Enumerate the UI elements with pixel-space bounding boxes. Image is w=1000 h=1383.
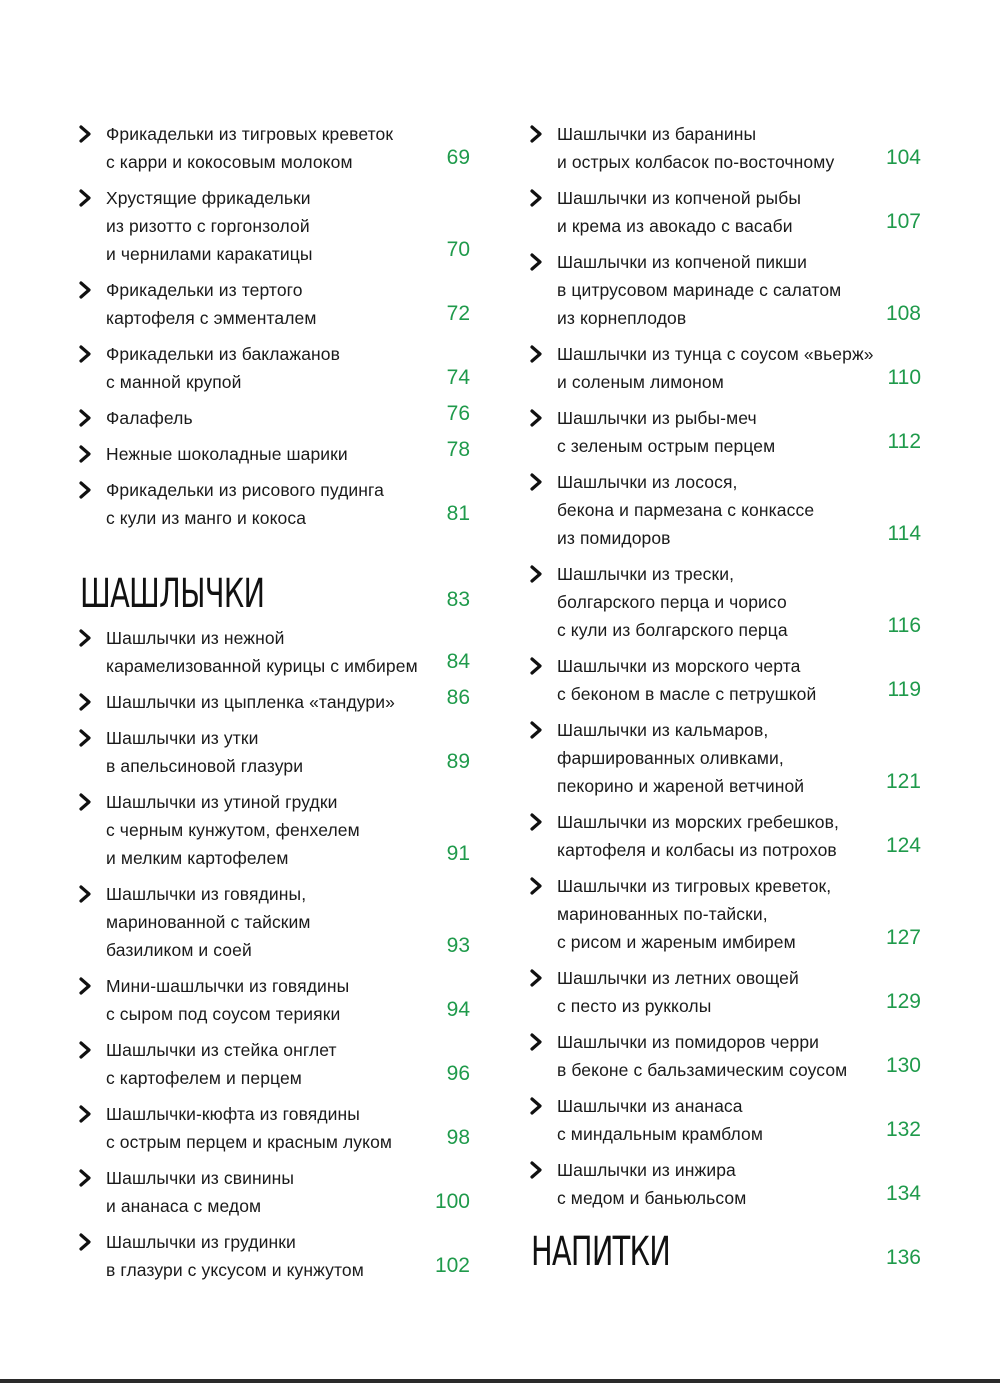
toc-entry[interactable] bbox=[78, 628, 478, 684]
bottom-rule bbox=[0, 1379, 1000, 1383]
toc-entry-page: 100 bbox=[434, 1190, 470, 1213]
toc-entry[interactable] bbox=[78, 686, 478, 720]
chevron-right-icon bbox=[78, 1168, 92, 1188]
toc-entry-title: Шашлычки из инжира с медом и баньюльсом bbox=[557, 1160, 747, 1208]
toc-entry-page: 78 bbox=[446, 438, 470, 461]
chevron-right-icon bbox=[529, 252, 543, 272]
toc-entry-title: Шашлычки из говядины, маринованной с тайским базиликом и соей bbox=[106, 884, 311, 960]
toc-entry[interactable] bbox=[529, 876, 929, 960]
toc-entry-page: 102 bbox=[434, 1254, 470, 1277]
chevron-right-icon bbox=[529, 812, 543, 832]
toc-entry-page: 129 bbox=[885, 990, 921, 1013]
toc-entry-title: Шашлычки из лосося, бекона и пармезана с конкассе из помидоров bbox=[557, 472, 815, 548]
toc-entry[interactable] bbox=[78, 728, 478, 784]
section-page: 136 bbox=[885, 1246, 921, 1269]
chevron-right-icon bbox=[78, 792, 92, 812]
toc-entry-title: Шашлычки из утки в апельсиновой глазури bbox=[106, 728, 304, 776]
chevron-right-icon bbox=[78, 976, 92, 996]
toc-entry-title: Фрикадельки из тигровых креветок с карри и кокосовым молоком bbox=[106, 124, 394, 172]
toc-entry-title: Хрустящие фрикадельки из ризотто с горгонзолой и чернилами каракатицы bbox=[106, 188, 313, 264]
toc-entry-title: Шашлычки из утиной грудки с черным кунжутом, фенхелем и мелким картофелем bbox=[106, 792, 360, 868]
toc-entry[interactable] bbox=[78, 280, 478, 336]
toc-entry-page: 86 bbox=[446, 686, 470, 709]
toc-entry-title: Шашлычки из нежной карамелизованной курицы с имбирем bbox=[106, 628, 418, 676]
chevron-right-icon bbox=[529, 408, 543, 428]
toc-entry-title: Шашлычки из тигровых креветок, маринованных по-тайски, с рисом и жареным имбирем bbox=[557, 876, 832, 952]
toc-entry-title: Шашлычки из копченой пикши в цитрусовом маринаде с салатом из корнеплодов bbox=[557, 252, 842, 328]
toc-entry-title: Шашлычки из баранины и острых колбасок по-восточному bbox=[557, 124, 835, 172]
toc-entry-title: Шашлычки из свинины и ананаса с медом bbox=[106, 1168, 295, 1216]
chevron-right-icon bbox=[529, 720, 543, 740]
toc-entry-title: Фрикадельки из рисового пудинга с кули из манго и кокоса bbox=[106, 480, 384, 528]
toc-entry-page: 127 bbox=[885, 926, 921, 949]
section-heading[interactable] bbox=[529, 1230, 929, 1278]
chevron-right-icon bbox=[78, 480, 92, 500]
chevron-right-icon bbox=[529, 1032, 543, 1052]
toc-entry-title: Шашлычки из помидоров черри в беконе с бальзамическим соусом bbox=[557, 1032, 848, 1080]
toc-entry-title: Мини-шашлычки из говядины с сыром под соусом терияки bbox=[106, 976, 350, 1024]
toc-entry-title: Шашлычки из копченой рыбы и крема из авокадо с васаби bbox=[557, 188, 802, 236]
toc-entry[interactable] bbox=[529, 188, 929, 244]
toc-entry-page: 93 bbox=[446, 934, 470, 957]
toc-entry-page: 121 bbox=[885, 770, 921, 793]
chevron-right-icon bbox=[529, 1160, 543, 1180]
chevron-right-icon bbox=[529, 564, 543, 584]
toc-entry-title: Фрикадельки из баклажанов с манной крупой bbox=[106, 344, 341, 392]
toc-entry-title: Шашлычки из морских гребешков, картофеля и колбасы из потрохов bbox=[557, 812, 839, 860]
toc-entry-page: 119 bbox=[887, 678, 921, 701]
toc-entry-page: 89 bbox=[446, 750, 470, 773]
toc-entry-page: 91 bbox=[446, 842, 470, 865]
section-title: ШАШЛЫЧКИ bbox=[80, 571, 265, 617]
toc-entry[interactable] bbox=[529, 720, 929, 804]
toc-entry[interactable] bbox=[529, 812, 929, 868]
toc-entry[interactable] bbox=[529, 1160, 929, 1216]
toc-entry[interactable] bbox=[78, 1232, 478, 1288]
toc-entry[interactable] bbox=[78, 344, 478, 400]
toc-entry-page: 70 bbox=[446, 238, 470, 261]
toc-entry[interactable] bbox=[78, 976, 478, 1032]
toc-entry-page: 108 bbox=[885, 302, 921, 325]
toc-entry-page: 96 bbox=[446, 1062, 470, 1085]
toc-entry-title: Шашлычки из тунца с соусом «вьерж» и соленым лимоном bbox=[557, 344, 874, 392]
chevron-right-icon bbox=[78, 188, 92, 208]
toc-entry-page: 134 bbox=[885, 1182, 921, 1205]
toc-entry[interactable] bbox=[529, 1032, 929, 1088]
toc-entry[interactable] bbox=[78, 124, 478, 180]
toc-entry-page: 72 bbox=[446, 302, 470, 325]
toc-entry[interactable] bbox=[529, 408, 929, 464]
toc-entry-title: Шашлычки из морского черта с беконом в масле с петрушкой bbox=[557, 656, 817, 704]
toc-entry-page: 130 bbox=[885, 1054, 921, 1077]
chevron-right-icon bbox=[529, 124, 543, 144]
toc-entry[interactable] bbox=[78, 792, 478, 876]
chevron-right-icon bbox=[529, 1096, 543, 1116]
toc-entry-title: Шашлычки из рыбы-меч с зеленым острым перцем bbox=[557, 408, 776, 456]
toc-entry-title: Шашлычки из летних овощей с песто из рукколы bbox=[557, 968, 799, 1016]
toc-entry[interactable] bbox=[529, 472, 929, 556]
toc-entry[interactable] bbox=[78, 480, 478, 536]
toc-entry-page: 124 bbox=[885, 834, 921, 857]
chevron-right-icon bbox=[529, 968, 543, 988]
toc-entry-title: Шашлычки из трески, болгарского перца и чорисо с кули из болгарского перца bbox=[557, 564, 788, 640]
chevron-right-icon bbox=[529, 656, 543, 676]
chevron-right-icon bbox=[78, 1104, 92, 1124]
chevron-right-icon bbox=[78, 692, 92, 712]
chevron-right-icon bbox=[529, 472, 543, 492]
toc-entry-page: 81 bbox=[446, 502, 470, 525]
toc-entry[interactable] bbox=[78, 188, 478, 272]
toc-entry-page: 112 bbox=[887, 430, 921, 453]
toc-entry-page: 74 bbox=[446, 366, 470, 389]
toc-entry[interactable] bbox=[78, 1168, 478, 1224]
toc-entry-title: Фрикадельки из тертого картофеля с эмменталем bbox=[106, 280, 317, 328]
toc-entry-page: 116 bbox=[887, 614, 921, 637]
chevron-right-icon bbox=[529, 876, 543, 896]
chevron-right-icon bbox=[78, 408, 92, 428]
toc-entry-title: Фалафель bbox=[106, 408, 193, 428]
chevron-right-icon bbox=[78, 884, 92, 904]
toc-entry[interactable] bbox=[78, 884, 478, 968]
toc-entry-page: 107 bbox=[885, 210, 921, 233]
toc-entry-page: 132 bbox=[885, 1118, 921, 1141]
chevron-right-icon bbox=[78, 280, 92, 300]
toc-entry-title: Шашлычки из ананаса с миндальным крамблом bbox=[557, 1096, 763, 1144]
toc-entry-page: 114 bbox=[887, 522, 921, 545]
toc-entry-title: Шашлычки-кюфта из говядины с острым перцем и красным луком bbox=[106, 1104, 393, 1152]
chevron-right-icon bbox=[78, 124, 92, 144]
toc-entry[interactable] bbox=[78, 1104, 478, 1160]
toc-entry[interactable] bbox=[78, 438, 478, 472]
toc-entry[interactable] bbox=[529, 656, 929, 712]
chevron-right-icon bbox=[78, 344, 92, 364]
chevron-right-icon bbox=[529, 344, 543, 364]
toc-entry[interactable] bbox=[529, 124, 929, 180]
toc-entry[interactable] bbox=[529, 252, 929, 336]
chevron-right-icon bbox=[78, 1040, 92, 1060]
toc-entry-title: Нежные шоколадные шарики bbox=[106, 444, 348, 464]
toc-entry-title: Шашлычки из грудинки в глазури с уксусом и кунжутом bbox=[106, 1232, 364, 1280]
toc-entry-page: 84 bbox=[446, 650, 470, 673]
toc-entry-title: Шашлычки из стейка онглет с картофелем и перцем bbox=[106, 1040, 337, 1088]
toc-entry[interactable] bbox=[78, 402, 478, 436]
toc-entry[interactable] bbox=[529, 968, 929, 1024]
section-heading[interactable] bbox=[78, 572, 478, 620]
toc-entry-page: 104 bbox=[885, 146, 921, 169]
toc-entry-title: Шашлычки из цыпленка «тандури» bbox=[106, 692, 395, 712]
toc-entry-page: 69 bbox=[446, 146, 470, 169]
toc-entry-page: 110 bbox=[887, 366, 921, 389]
chevron-right-icon bbox=[529, 188, 543, 208]
toc-entry[interactable] bbox=[529, 564, 929, 648]
chevron-right-icon bbox=[78, 628, 92, 648]
toc-entry-page: 76 bbox=[446, 402, 470, 425]
chevron-right-icon bbox=[78, 444, 92, 464]
toc-entry-page: 98 bbox=[446, 1126, 470, 1149]
toc-entry-page: 94 bbox=[446, 998, 470, 1021]
toc-entry[interactable] bbox=[529, 344, 929, 400]
toc-entry-title: Шашлычки из кальмаров, фаршированных оливками, пекорино и жареной ветчиной bbox=[557, 720, 805, 796]
section-title: НАПИТКИ bbox=[531, 1229, 671, 1275]
toc-entry[interactable] bbox=[78, 1040, 478, 1096]
toc-entry[interactable] bbox=[529, 1096, 929, 1152]
section-page: 83 bbox=[446, 588, 470, 611]
chevron-right-icon bbox=[78, 1232, 92, 1252]
chevron-right-icon bbox=[78, 728, 92, 748]
